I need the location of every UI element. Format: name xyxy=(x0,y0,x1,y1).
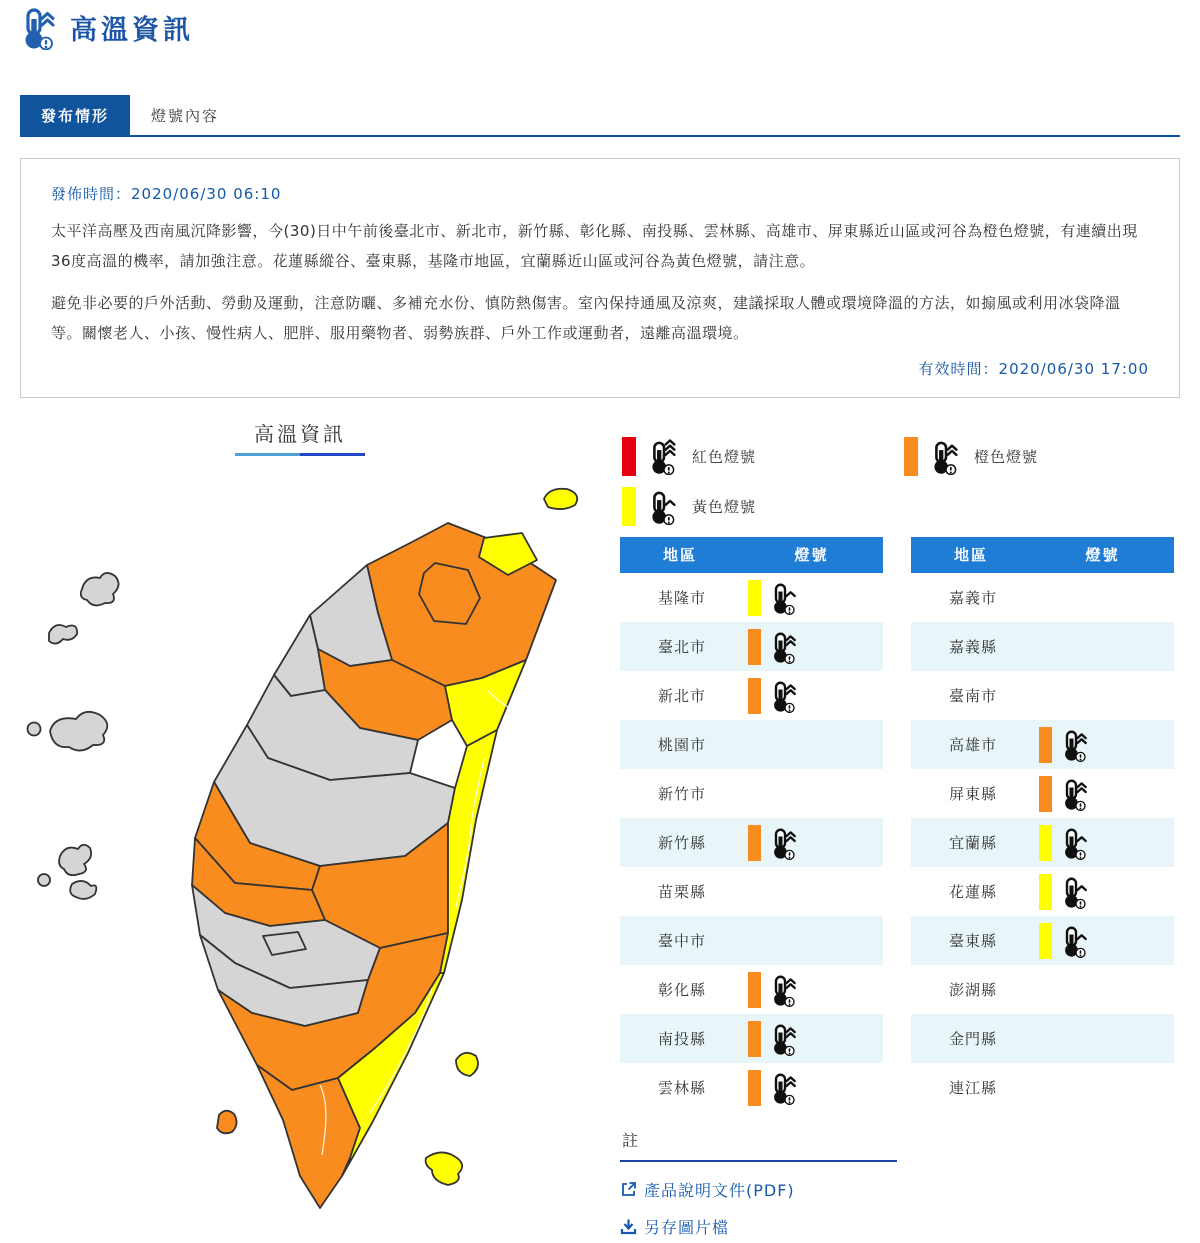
region-name: 雲林縣 xyxy=(658,1079,707,1097)
region-name: 苗栗縣 xyxy=(658,883,707,901)
island-kinmen-west xyxy=(28,723,41,736)
island-guishan xyxy=(544,489,577,509)
product-document-link[interactable] xyxy=(620,1178,795,1201)
region-name: 嘉義市 xyxy=(949,589,998,607)
table-row xyxy=(911,720,1174,769)
column-header-signal: 燈號 xyxy=(1085,546,1120,564)
island-penghu-2 xyxy=(38,874,50,886)
table-row xyxy=(620,818,883,867)
region-name: 屏東縣 xyxy=(949,785,998,803)
save-image-link[interactable] xyxy=(620,1215,729,1238)
island-matsu-1 xyxy=(81,573,119,605)
signal-orange xyxy=(748,1021,800,1057)
table-row xyxy=(911,965,1174,1014)
signal-yellow xyxy=(1039,874,1091,910)
save-image-link-label: 另存圖片檔 xyxy=(644,1218,730,1237)
bulletin-box xyxy=(20,158,1180,398)
region-name: 連江縣 xyxy=(949,1079,998,1097)
bulletin-paragraph-1: 太平洋高壓及西南風沉降影響，今(30)日中午前後臺北市、新北市，新竹縣、彰化縣、南投縣、雲林縣、高雄市、屏東縣近山區或河谷為橙色燈號，有連續出現36度高溫的機率，請加強注意。花蓮縣縱谷、臺東縣，基隆市地區，宜蘭縣近山區或河谷為黃色燈號，請注意。 xyxy=(51,222,1138,270)
region-name: 花蓮縣 xyxy=(949,883,998,901)
table-row xyxy=(620,720,883,769)
map-title: 高溫資訊 xyxy=(254,422,346,446)
region-signal-table-right xyxy=(911,537,1174,1112)
legend-label: 紅色燈號 xyxy=(692,448,757,466)
island-green-island xyxy=(456,1053,478,1076)
page-header xyxy=(20,4,194,50)
signal-orange xyxy=(748,825,800,861)
legend-item-orange xyxy=(904,434,1180,479)
thermometer-icon xyxy=(648,488,680,525)
signal-yellow xyxy=(1039,825,1091,861)
table-row xyxy=(911,867,1174,916)
table-row xyxy=(620,916,883,965)
island-kinmen xyxy=(50,712,107,751)
signal-orange xyxy=(748,972,800,1008)
legend-label: 橙色燈號 xyxy=(974,448,1039,466)
table-row xyxy=(620,1014,883,1063)
issued-time: 發佈時間：2020/06/30 06:10 xyxy=(51,185,282,203)
region-name: 新竹縣 xyxy=(658,834,707,852)
legend-item-yellow xyxy=(622,484,904,529)
external-link-icon xyxy=(620,1181,637,1198)
signal-orange xyxy=(1039,727,1091,763)
region-signal-table-left xyxy=(620,537,883,1112)
table-row xyxy=(911,916,1174,965)
column-header-region: 地區 xyxy=(953,546,988,564)
region-name: 臺中市 xyxy=(658,932,707,950)
yellow-swatch xyxy=(622,487,636,526)
table-row xyxy=(620,769,883,818)
region-name: 新竹市 xyxy=(658,785,707,803)
region-name: 新北市 xyxy=(658,687,707,705)
region-name: 桃園市 xyxy=(658,736,707,754)
column-header-region: 地區 xyxy=(662,546,697,564)
table-row xyxy=(620,1063,883,1112)
taiwan-map-panel xyxy=(20,418,580,1238)
signal-orange xyxy=(748,1070,800,1106)
table-header xyxy=(911,537,1174,573)
thermometer-alert-icon xyxy=(20,4,60,50)
region-name: 高雄市 xyxy=(949,736,998,754)
table-row xyxy=(911,818,1174,867)
signal-legend xyxy=(622,434,1180,529)
download-icon xyxy=(620,1218,637,1235)
region-name: 澎湖縣 xyxy=(949,981,998,999)
tab-release-status[interactable]: 發布情形 xyxy=(20,95,130,135)
table-row xyxy=(620,622,883,671)
signal-orange xyxy=(748,629,800,665)
product-document-link-label: 產品說明文件(PDF) xyxy=(644,1181,795,1200)
region-name: 臺北市 xyxy=(658,638,707,656)
thermometer-icon xyxy=(930,438,962,475)
table-header xyxy=(620,537,883,573)
signal-orange xyxy=(1039,776,1091,812)
table-row xyxy=(620,867,883,916)
tab-bar xyxy=(20,95,1180,137)
region-name: 金門縣 xyxy=(949,1030,998,1048)
column-header-signal: 燈號 xyxy=(794,546,829,564)
island-penghu-3 xyxy=(70,881,96,899)
legend-item-red xyxy=(622,434,904,479)
orange-swatch xyxy=(904,437,918,476)
signal-yellow xyxy=(1039,923,1091,959)
table-row xyxy=(620,965,883,1014)
island-orchid-island xyxy=(426,1152,463,1185)
page-title: 高溫資訊 xyxy=(70,14,194,46)
bulletin-paragraph-2: 避免非必要的戶外活動、勞動及運動，注意防曬、多補充水份、慎防熱傷害。室內保持通風及涼爽，建議採取人體或環境降溫的方法，如搧風或利用冰袋降溫等。關懷老人、小孩、慢性病人、肥胖、服用藥物者、弱勢族群、戶外工作或運動者，遠離高溫環境。 xyxy=(51,294,1121,342)
thermometer-icon xyxy=(648,438,680,475)
table-row xyxy=(620,671,883,720)
red-swatch xyxy=(622,437,636,476)
region-name: 南投縣 xyxy=(658,1030,707,1048)
island-liuqiu xyxy=(217,1111,237,1134)
table-row xyxy=(911,622,1174,671)
legend-label: 黃色燈號 xyxy=(692,498,757,516)
table-row xyxy=(911,1063,1174,1112)
region-name: 彰化縣 xyxy=(658,981,707,999)
table-row xyxy=(911,573,1174,622)
region-name: 臺東縣 xyxy=(949,932,998,950)
signal-orange xyxy=(748,678,800,714)
region-name: 基隆市 xyxy=(658,589,707,607)
table-row xyxy=(911,671,1174,720)
island-penghu-1 xyxy=(59,845,91,875)
region-name: 宜蘭縣 xyxy=(949,834,998,852)
table-row xyxy=(911,769,1174,818)
note-label: 註 xyxy=(622,1131,639,1150)
table-row xyxy=(911,1014,1174,1063)
signal-yellow xyxy=(748,580,800,616)
region-name: 嘉義縣 xyxy=(949,638,998,656)
table-row xyxy=(620,573,883,622)
region-name: 臺南市 xyxy=(949,687,998,705)
taiwan-county-map xyxy=(20,435,580,1235)
note-underline xyxy=(620,1160,897,1162)
tab-signal-content[interactable]: 燈號內容 xyxy=(151,106,220,125)
valid-time: 有效時間：2020/06/30 17:00 xyxy=(918,360,1149,378)
island-matsu-2 xyxy=(49,625,77,644)
